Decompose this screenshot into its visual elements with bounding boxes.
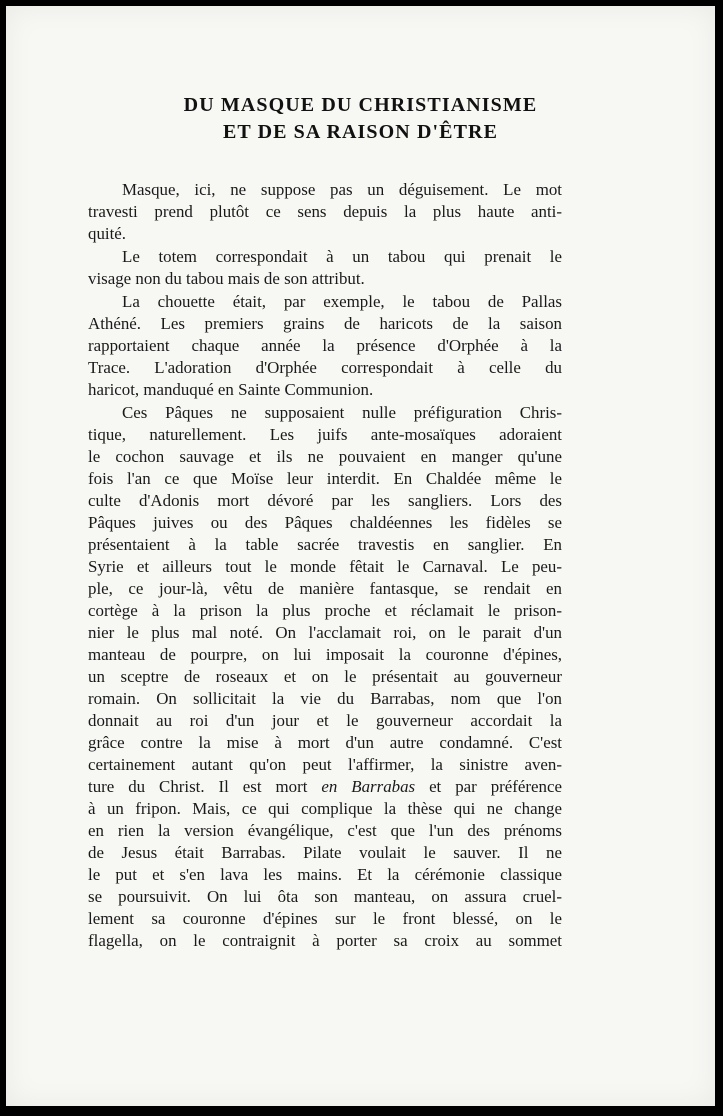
text-line: Pâques juives ou des Pâques chaldéennes les fidèles se <box>88 513 562 532</box>
text-line: culte d'Adonis mort dévoré par les sangliers. Lors des <box>88 491 562 510</box>
text-line: à un fripon. Mais, ce qui complique la thèse qui ne change <box>88 799 562 818</box>
text-line: tique, naturellement. Les juifs ante-mosaïques adoraient <box>88 425 562 444</box>
text-line: haricot, manduqué en Sainte Communion. <box>88 380 374 399</box>
text-line: se poursuivit. On lui ôta son manteau, on assura cruel- <box>88 887 562 906</box>
text-line: visage non du tabou mais de son attribut. <box>88 269 365 288</box>
body-text <box>88 179 562 952</box>
text-line: Ces Pâques ne supposaient nulle préfiguration Chris- <box>122 403 562 422</box>
text-line: présentaient à la table sacrée travestis en sanglier. En <box>88 535 562 554</box>
text-segment: ture du Christ. Il est mort <box>88 777 322 796</box>
chapter-title-line-2: ET DE SA RAISON D'ÊTRE <box>222 121 499 143</box>
book-page <box>6 6 715 1106</box>
text-line: lement sa couronne d'épines sur le front blessé, on le <box>88 909 562 928</box>
text-line: un sceptre de roseaux et on le présentait au gouverneur <box>88 667 562 686</box>
text-line: nier le plus mal noté. On l'acclamait roi, on le parait d'un <box>88 623 562 642</box>
text-line: en rien la version évangélique, c'est que l'un des prénoms <box>88 821 562 840</box>
text-line: fois l'an ce que Moïse leur interdit. En Chaldée même le <box>88 469 562 488</box>
text-line: travesti prend plutôt ce sens depuis la plus haute anti- <box>88 202 562 221</box>
text-line: grâce contre la mise à mort d'un autre condamné. C'est <box>88 733 562 752</box>
text-line-with-italic <box>88 776 562 798</box>
text-segment: et par préférence <box>415 777 562 796</box>
text-line: flagella, on le contraignit à porter sa croix au sommet <box>88 931 562 950</box>
text-line: ple, ce jour-là, vêtu de manière fantasque, se rendait en <box>88 579 562 598</box>
text-line: certainement autant qu'on peut l'affirmer, la sinistre aven- <box>88 755 562 774</box>
text-line: cortège à la prison la plus proche et réclamait le prison- <box>88 601 562 620</box>
text-line: Syrie et ailleurs tout le monde fêtait le Carnaval. Le peu- <box>88 557 562 576</box>
text-line: Athéné. Les premiers grains de haricots de la saison <box>88 314 562 333</box>
text-line: donnait au roi d'un jour et le gouverneur accordait la <box>88 711 562 730</box>
text-line: quité. <box>88 224 126 243</box>
italic-phrase: en Barrabas <box>321 777 416 796</box>
text-line: le cochon sauvage et ils ne pouvaient en manger qu'une <box>88 447 562 466</box>
text-line: Masque, ici, ne suppose pas un déguisement. Le mot <box>122 180 562 199</box>
text-line: Le totem correspondait à un tabou qui prenait le <box>122 247 562 266</box>
text-line: Trace. L'adoration d'Orphée correspondait à celle du <box>88 358 562 377</box>
text-line: le put et s'en lava les mains. Et la cérémonie classique <box>88 865 562 884</box>
text-line: manteau de pourpre, on lui imposait la couronne d'épines, <box>88 645 562 664</box>
text-line: romain. On sollicitait la vie du Barrabas, nom que l'on <box>88 689 562 708</box>
text-line: rapportaient chaque année la présence d'Orphée à la <box>88 336 562 355</box>
chapter-title-line-1: DU MASQUE DU CHRISTIANISME <box>183 94 538 116</box>
text-line: de Jesus était Barrabas. Pilate voulait le sauver. Il ne <box>88 843 562 862</box>
text-line: La chouette était, par exemple, le tabou de Pallas <box>122 292 562 311</box>
